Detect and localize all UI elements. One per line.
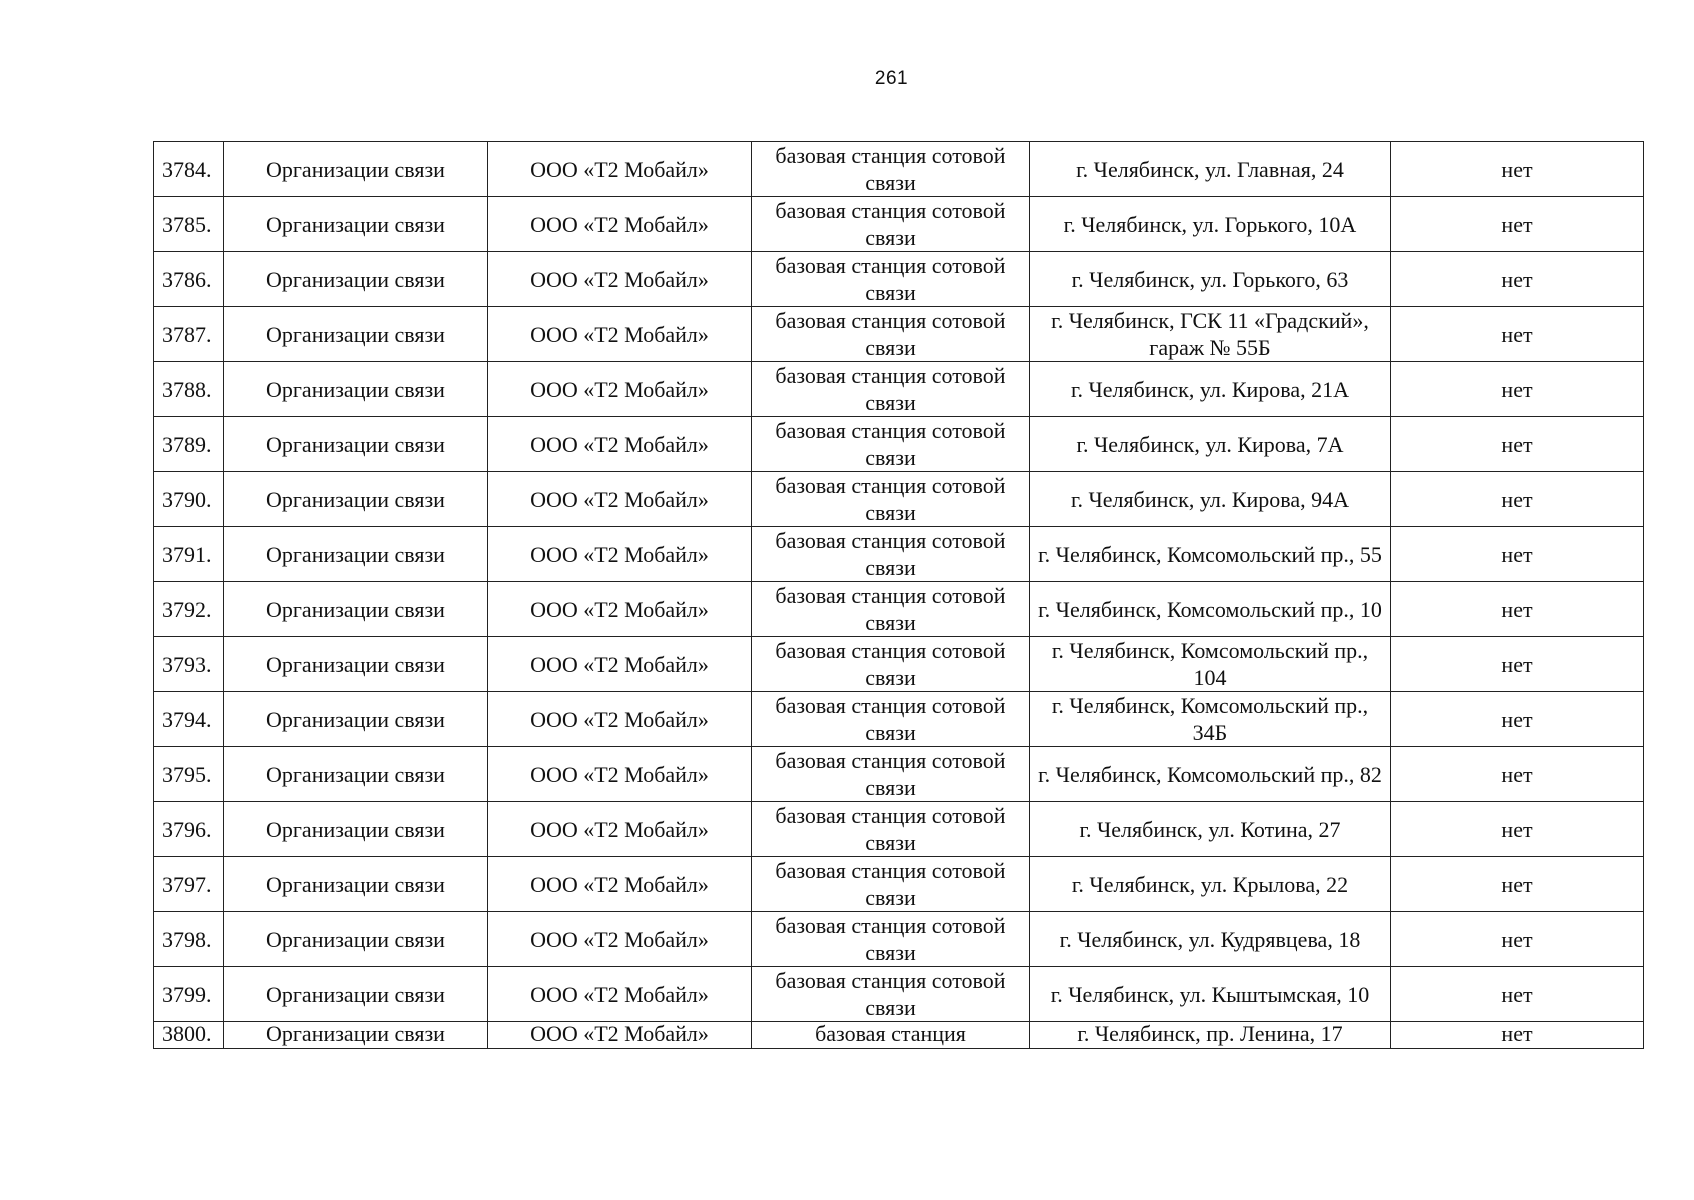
row-number-cell: 3784. [154, 142, 224, 197]
address-cell: г. Челябинск, пр. Ленина, 17 [1030, 1022, 1391, 1049]
object-type-cell: базовая станция сотовой связи [752, 472, 1030, 527]
category-cell: Организации связи [224, 417, 488, 472]
row-number-cell: 3798. [154, 912, 224, 967]
table-row [154, 307, 1644, 362]
category-cell: Организации связи [224, 362, 488, 417]
organization-cell: ООО «Т2 Мобайл» [488, 967, 752, 1022]
address-cell: г. Челябинск, ул. Крылова, 22 [1030, 857, 1391, 912]
object-type-cell: базовая станция сотовой связи [752, 307, 1030, 362]
row-number-cell: 3799. [154, 967, 224, 1022]
organization-cell: ООО «Т2 Мобайл» [488, 362, 752, 417]
table-row [154, 417, 1644, 472]
address-cell: г. Челябинск, ул. Котина, 27 [1030, 802, 1391, 857]
category-cell: Организации связи [224, 637, 488, 692]
address-cell: г. Челябинск, ул. Главная, 24 [1030, 142, 1391, 197]
address-cell: г. Челябинск, ул. Горького, 10А [1030, 197, 1391, 252]
table-row [154, 967, 1644, 1022]
row-number-cell: 3796. [154, 802, 224, 857]
table-row [154, 362, 1644, 417]
object-type-cell: базовая станция сотовой связи [752, 912, 1030, 967]
category-cell: Организации связи [224, 142, 488, 197]
address-cell: г. Челябинск, ул. Кирова, 94А [1030, 472, 1391, 527]
object-type-cell: базовая станция сотовой связи [752, 637, 1030, 692]
status-cell: нет [1391, 1022, 1644, 1049]
category-cell: Организации связи [224, 967, 488, 1022]
status-cell: нет [1391, 582, 1644, 637]
object-type-cell: базовая станция сотовой связи [752, 967, 1030, 1022]
object-type-cell: базовая станция сотовой связи [752, 582, 1030, 637]
table-body [154, 142, 1644, 1049]
row-number-cell: 3793. [154, 637, 224, 692]
row-number-cell: 3792. [154, 582, 224, 637]
row-number-cell: 3790. [154, 472, 224, 527]
object-type-cell: базовая станция сотовой связи [752, 527, 1030, 582]
address-cell: г. Челябинск, ул. Кыштымская, 10 [1030, 967, 1391, 1022]
address-cell: г. Челябинск, Комсомольский пр., 55 [1030, 527, 1391, 582]
organization-cell: ООО «Т2 Мобайл» [488, 197, 752, 252]
organization-cell: ООО «Т2 Мобайл» [488, 252, 752, 307]
status-cell: нет [1391, 197, 1644, 252]
status-cell: нет [1391, 747, 1644, 802]
table-row [154, 582, 1644, 637]
table-row [154, 692, 1644, 747]
category-cell: Организации связи [224, 472, 488, 527]
table-row [154, 472, 1644, 527]
organization-cell: ООО «Т2 Мобайл» [488, 857, 752, 912]
table-row [154, 142, 1644, 197]
category-cell: Организации связи [224, 857, 488, 912]
status-cell: нет [1391, 637, 1644, 692]
organization-cell: ООО «Т2 Мобайл» [488, 527, 752, 582]
organization-cell: ООО «Т2 Мобайл» [488, 307, 752, 362]
object-type-cell: базовая станция сотовой связи [752, 362, 1030, 417]
status-cell: нет [1391, 362, 1644, 417]
object-type-cell: базовая станция сотовой связи [752, 417, 1030, 472]
status-cell: нет [1391, 307, 1644, 362]
address-cell: г. Челябинск, ул. Кирова, 7А [1030, 417, 1391, 472]
row-number-cell: 3795. [154, 747, 224, 802]
object-type-cell: базовая станция сотовой связи [752, 252, 1030, 307]
category-cell: Организации связи [224, 747, 488, 802]
organization-cell: ООО «Т2 Мобайл» [488, 582, 752, 637]
category-cell: Организации связи [224, 582, 488, 637]
category-cell: Организации связи [224, 197, 488, 252]
status-cell: нет [1391, 802, 1644, 857]
address-cell: г. Челябинск, ул. Горького, 63 [1030, 252, 1391, 307]
status-cell: нет [1391, 417, 1644, 472]
table-row [154, 527, 1644, 582]
object-type-cell: базовая станция сотовой связи [752, 857, 1030, 912]
status-cell: нет [1391, 252, 1644, 307]
category-cell: Организации связи [224, 692, 488, 747]
address-cell: г. Челябинск, Комсомольский пр., 34Б [1030, 692, 1391, 747]
page-number: 261 [874, 68, 909, 89]
address-cell: г. Челябинск, Комсомольский пр., 10 [1030, 582, 1391, 637]
category-cell: Организации связи [224, 252, 488, 307]
organization-cell: ООО «Т2 Мобайл» [488, 472, 752, 527]
status-cell: нет [1391, 692, 1644, 747]
row-number-cell: 3785. [154, 197, 224, 252]
organization-cell: ООО «Т2 Мобайл» [488, 747, 752, 802]
object-type-cell: базовая станция сотовой связи [752, 142, 1030, 197]
organization-cell: ООО «Т2 Мобайл» [488, 142, 752, 197]
status-cell: нет [1391, 472, 1644, 527]
table-row [154, 747, 1644, 802]
table-row [154, 1022, 1644, 1049]
address-cell: г. Челябинск, ГСК 11 «Градский», гараж № 55Б [1030, 307, 1391, 362]
row-number-cell: 3791. [154, 527, 224, 582]
organization-cell: ООО «Т2 Мобайл» [488, 802, 752, 857]
address-cell: г. Челябинск, ул. Кирова, 21А [1030, 362, 1391, 417]
address-cell: г. Челябинск, Комсомольский пр., 82 [1030, 747, 1391, 802]
status-cell: нет [1391, 857, 1644, 912]
category-cell: Организации связи [224, 527, 488, 582]
table-row [154, 637, 1644, 692]
table-row [154, 857, 1644, 912]
category-cell: Организации связи [224, 1022, 488, 1049]
organization-cell: ООО «Т2 Мобайл» [488, 1022, 752, 1049]
row-number-cell: 3797. [154, 857, 224, 912]
category-cell: Организации связи [224, 912, 488, 967]
row-number-cell: 3789. [154, 417, 224, 472]
object-type-cell: базовая станция сотовой связи [752, 197, 1030, 252]
organization-cell: ООО «Т2 Мобайл» [488, 692, 752, 747]
status-cell: нет [1391, 527, 1644, 582]
status-cell: нет [1391, 912, 1644, 967]
object-type-cell: базовая станция [752, 1022, 1030, 1049]
address-cell: г. Челябинск, Комсомольский пр., 104 [1030, 637, 1391, 692]
table-row [154, 197, 1644, 252]
table-row [154, 802, 1644, 857]
organization-cell: ООО «Т2 Мобайл» [488, 637, 752, 692]
row-number-cell: 3794. [154, 692, 224, 747]
row-number-cell: 3786. [154, 252, 224, 307]
object-type-cell: базовая станция сотовой связи [752, 802, 1030, 857]
row-number-cell: 3788. [154, 362, 224, 417]
status-cell: нет [1391, 142, 1644, 197]
document-table [153, 141, 1644, 1049]
row-number-cell: 3787. [154, 307, 224, 362]
status-cell: нет [1391, 967, 1644, 1022]
organization-cell: ООО «Т2 Мобайл» [488, 417, 752, 472]
table-row [154, 912, 1644, 967]
category-cell: Организации связи [224, 802, 488, 857]
row-number-cell: 3800. [154, 1022, 224, 1049]
object-type-cell: базовая станция сотовой связи [752, 747, 1030, 802]
table-row [154, 252, 1644, 307]
category-cell: Организации связи [224, 307, 488, 362]
address-cell: г. Челябинск, ул. Кудрявцева, 18 [1030, 912, 1391, 967]
object-type-cell: базовая станция сотовой связи [752, 692, 1030, 747]
organization-cell: ООО «Т2 Мобайл» [488, 912, 752, 967]
